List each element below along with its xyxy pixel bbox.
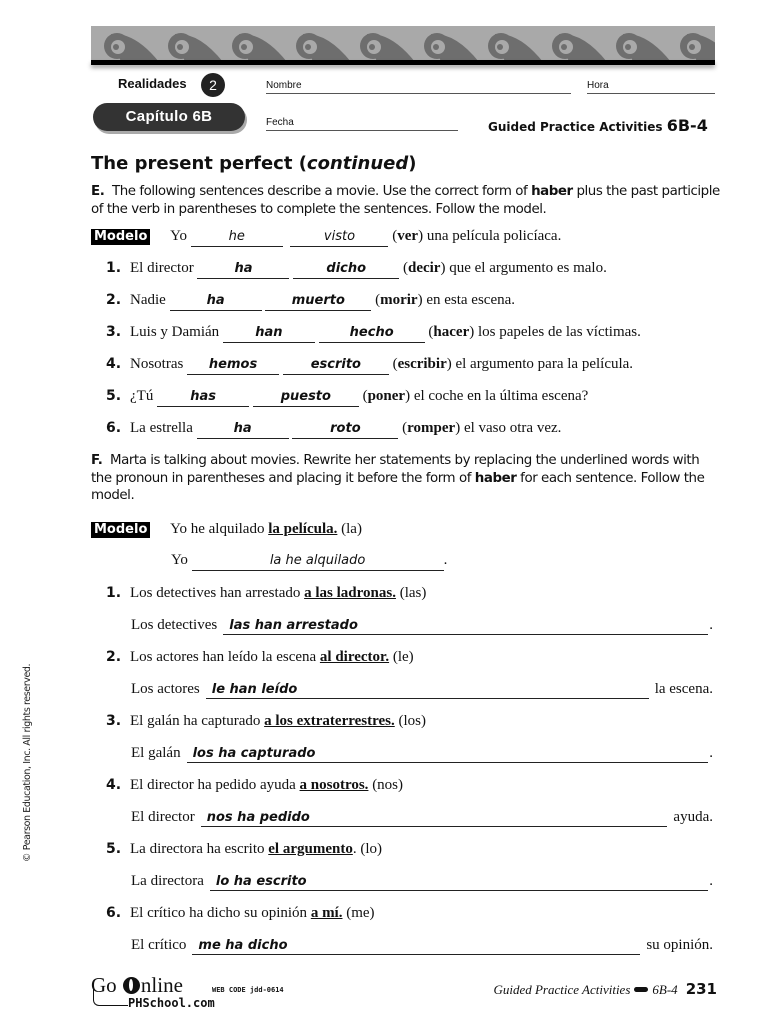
model-start: Yo xyxy=(170,228,187,244)
answer-1: ha xyxy=(206,293,225,308)
model-verb: ver xyxy=(397,228,419,244)
decorative-wave-banner xyxy=(91,26,715,62)
item-start: Luis y Damián xyxy=(130,324,220,340)
hour-field[interactable] xyxy=(587,93,715,94)
activity-code: 6B-4 xyxy=(666,116,708,135)
name-field[interactable] xyxy=(266,93,571,94)
wave-motif xyxy=(552,33,607,62)
answer-1: has xyxy=(190,389,216,404)
hour-label: Hora xyxy=(587,80,609,91)
section-f-letter: F. xyxy=(91,453,103,468)
answer-blank-2[interactable] xyxy=(293,261,399,279)
answer: lo ha escrito xyxy=(215,874,307,889)
answer-1: hemos xyxy=(208,357,258,372)
answer-2: escrito xyxy=(310,357,361,372)
item-sentence: Los detectives han arrestado xyxy=(130,585,301,601)
date-label: Fecha xyxy=(266,117,294,128)
item-pronoun: (le) xyxy=(392,649,414,665)
answer-blank-1[interactable] xyxy=(157,389,249,407)
title-italic: continued xyxy=(306,153,409,174)
banner-rule xyxy=(91,60,715,65)
section-f-model xyxy=(91,519,362,539)
answer-1: ha xyxy=(234,261,253,276)
item-verb: escribir xyxy=(397,356,447,372)
model-answer-blank[interactable] xyxy=(192,553,444,571)
page-title xyxy=(91,153,417,174)
item-number: 1. xyxy=(106,260,122,276)
exercise-f-item xyxy=(106,711,426,731)
item-verb: decir xyxy=(407,260,441,276)
item-verb: morir xyxy=(380,292,418,308)
chapter-badge: Capítulo 6B xyxy=(93,103,245,131)
phschool-link[interactable]: PHSchool.com xyxy=(128,996,215,1010)
answer: me ha dicho xyxy=(198,938,288,953)
answer: nos ha pedido xyxy=(206,810,310,825)
answer-blank-2[interactable] xyxy=(319,325,425,343)
footer-activity xyxy=(493,980,717,998)
item-pronoun: (nos) xyxy=(372,777,404,793)
answer-end: . xyxy=(709,617,713,633)
title-close: ) xyxy=(408,153,417,174)
answer: los ha capturado xyxy=(192,746,316,761)
wave-motif xyxy=(168,33,223,62)
answer-start: El crítico xyxy=(131,937,187,953)
exercise-f-item xyxy=(106,903,375,923)
section-e-instructions xyxy=(91,183,721,218)
item-start: Nadie xyxy=(130,292,166,308)
wave-motif xyxy=(360,33,415,62)
wave-motif xyxy=(296,33,351,62)
answer-2: puesto xyxy=(280,389,331,404)
item-underlined: a nosotros. xyxy=(299,777,369,793)
item-end: en esta escena. xyxy=(426,292,516,308)
item-number: 4. xyxy=(106,777,122,793)
item-underlined: a los extraterrestres. xyxy=(264,713,395,729)
web-code: WEB CODE jdd-0614 xyxy=(212,986,284,994)
answer-blank[interactable] xyxy=(192,938,640,955)
answer-blank[interactable] xyxy=(210,874,708,891)
item-pronoun: (las) xyxy=(399,585,427,601)
section-f-instructions xyxy=(91,452,721,505)
wave-motif xyxy=(616,33,671,62)
go-text: Go xyxy=(91,973,117,997)
model-sentence: Yo he alquilado xyxy=(170,521,265,537)
answer-end: la escena. xyxy=(654,681,713,697)
instr-text: The following sentences describe a movie. Use the correct form of xyxy=(111,184,532,199)
answer-blank-2[interactable] xyxy=(292,421,398,439)
answer-start: El director xyxy=(131,809,195,825)
item-sentence: El crítico ha dicho su opinión xyxy=(130,905,308,921)
exercise-f-answer-row xyxy=(131,743,713,763)
exercise-e-item: 3. Luis y Damián han hecho (hacer) los papeles de las víctimas. xyxy=(106,322,641,343)
exercise-e-item: 2. Nadie ha muerto (morir) en esta escena. xyxy=(106,290,515,311)
wave-pattern xyxy=(91,26,715,62)
series-label: Realidades xyxy=(118,76,187,91)
item-pronoun: (me) xyxy=(346,905,375,921)
answer-blank[interactable] xyxy=(187,746,709,763)
date-field[interactable] xyxy=(266,130,458,131)
model-blank-2[interactable] xyxy=(290,229,388,247)
section-e-letter: E. xyxy=(91,184,105,199)
item-sentence: El director ha pedido ayuda xyxy=(130,777,296,793)
exercise-e-item: 5. ¿Tú has puesto (poner) el coche en la última escena? xyxy=(106,386,588,407)
exercise-e-item: 6. La estrella ha roto (romper) el vaso otra vez. xyxy=(106,418,561,439)
section-e-model: Modelo Yo he visto (ver) una película policíaca. xyxy=(91,226,561,247)
item-start: ¿Tú xyxy=(130,388,154,404)
wave-motif xyxy=(680,33,715,62)
globe-icon xyxy=(123,977,140,994)
exercise-f-answer-row xyxy=(131,871,713,891)
item-end: el coche en la última escena? xyxy=(413,388,589,404)
item-end: el argumento para la película. xyxy=(455,356,634,372)
answer-blank[interactable] xyxy=(206,682,649,699)
exercise-f-item xyxy=(106,583,426,603)
answer-end: . xyxy=(709,873,713,889)
name-label: Nombre xyxy=(266,80,302,91)
item-number: 3. xyxy=(106,713,122,729)
exercise-f-answer-row xyxy=(131,935,713,955)
item-number: 1. xyxy=(106,585,122,601)
item-start: El director xyxy=(130,260,194,276)
answer-blank-1[interactable] xyxy=(197,261,289,279)
item-underlined: al director. xyxy=(319,649,390,665)
answer-blank-1[interactable] xyxy=(187,357,279,375)
wave-motif xyxy=(424,33,479,62)
model-blank-1[interactable] xyxy=(191,229,283,247)
exercise-f-item xyxy=(106,839,382,859)
model-underlined: la película. xyxy=(268,521,338,537)
item-verb: romper xyxy=(407,420,456,436)
answer-blank-2[interactable] xyxy=(265,293,371,311)
model-label: Modelo xyxy=(91,229,150,245)
model-end: una película policíaca. xyxy=(426,228,562,244)
instr-text: plus the past participle of the verb in parentheses to complete the sentences. Follow the model. xyxy=(91,184,720,217)
answer-blank-1[interactable] xyxy=(170,293,262,311)
exercise-f-item xyxy=(106,775,403,795)
item-number: 2. xyxy=(106,292,122,308)
exercise-f-answer-row xyxy=(131,615,713,635)
answer: le han leído xyxy=(211,682,298,697)
model-answer: la he alquilado xyxy=(269,553,366,568)
item-verb: poner xyxy=(367,388,406,404)
item-sentence: La directora ha escrito xyxy=(130,841,265,857)
answer-1: han xyxy=(255,325,283,340)
activity-title xyxy=(488,116,708,135)
go-online-logo[interactable] xyxy=(91,974,183,996)
model-answer-end: . xyxy=(443,552,448,568)
answer-start: La directora xyxy=(131,873,204,889)
answer-2: muerto xyxy=(291,293,345,308)
item-start: La estrella xyxy=(130,420,193,436)
model-label: Modelo xyxy=(91,522,150,538)
item-number: 6. xyxy=(106,420,122,436)
footer-code: 6B-4 xyxy=(652,982,678,997)
answer-start: El galán xyxy=(131,745,181,761)
item-underlined: a mí. xyxy=(310,905,343,921)
wave-motif xyxy=(104,33,159,62)
answer-blank[interactable] xyxy=(201,810,668,827)
level-badge: 2 xyxy=(201,73,225,97)
item-sentence: El galán ha capturado xyxy=(130,713,261,729)
answer-blank-1[interactable] xyxy=(197,421,289,439)
answer-2: dicho xyxy=(326,261,367,276)
item-underlined: a las ladronas. xyxy=(304,585,396,601)
answer-blank-2[interactable] xyxy=(283,357,389,375)
item-pronoun: (los) xyxy=(398,713,426,729)
item-number: 6. xyxy=(106,905,122,921)
model-pronoun: (la) xyxy=(341,521,362,537)
instr-text: for each sentence. Follow the model. xyxy=(91,470,705,503)
answer-blank-2[interactable] xyxy=(253,389,359,407)
item-number: 4. xyxy=(106,356,122,372)
item-end: los papeles de las víctimas. xyxy=(477,324,641,340)
answer-2: hecho xyxy=(349,325,394,340)
item-number: 5. xyxy=(106,841,122,857)
exercise-f-answer-row xyxy=(131,679,713,699)
item-underlined: el argumento xyxy=(268,841,353,857)
answer-end: ayuda. xyxy=(673,809,713,825)
title-text: The present perfect ( xyxy=(91,153,307,174)
item-start: Nosotras xyxy=(130,356,184,372)
instr-bold: haber xyxy=(531,184,573,199)
answer-blank[interactable] xyxy=(223,618,708,635)
wave-motif xyxy=(488,33,543,62)
answer-start: Los actores xyxy=(131,681,200,697)
model-answer-1: he xyxy=(228,229,245,244)
page-number: 231 xyxy=(685,980,717,998)
dash-icon xyxy=(634,987,648,992)
answer-1: ha xyxy=(233,421,252,436)
item-number: 5. xyxy=(106,388,122,404)
answer-end: su opinión. xyxy=(646,937,713,953)
answer-end: . xyxy=(709,745,713,761)
item-pronoun: . (lo) xyxy=(352,841,383,857)
item-number: 3. xyxy=(106,324,122,340)
item-end: que el argumento es malo. xyxy=(449,260,607,276)
exercise-e-item: 4. Nosotras hemos escrito (escribir) el argumento para la película. xyxy=(106,354,633,375)
answer: las han arrestado xyxy=(229,618,358,633)
exercise-f-item xyxy=(106,647,414,667)
item-sentence: Los actores han leído la escena xyxy=(130,649,317,665)
answer-2: roto xyxy=(330,421,361,436)
item-verb: hacer xyxy=(433,324,470,340)
model-answer-start: Yo xyxy=(171,552,188,568)
exercise-f-answer-row xyxy=(131,807,713,827)
instr-text: Marta is talking about movies. Rewrite her statements by replacing the underlined words with the pronoun in parentheses and placing it before the form of xyxy=(91,453,700,486)
item-number: 2. xyxy=(106,649,122,665)
exercise-e-item: 1. El director ha dicho (decir) que el argumento es malo. xyxy=(106,258,607,279)
nline-text: nline xyxy=(140,973,183,997)
copyright-notice: © Pearson Education, Inc. All rights reserved. xyxy=(22,663,33,862)
instr-bold: haber xyxy=(474,470,517,486)
activity-title-text: Guided Practice Activities xyxy=(488,120,663,134)
item-end: el vaso otra vez. xyxy=(463,420,562,436)
section-f-model-answer xyxy=(171,550,447,571)
answer-blank-1[interactable] xyxy=(223,325,315,343)
footer-activity-text: Guided Practice Activities xyxy=(493,982,631,997)
answer-start: Los detectives xyxy=(131,617,218,633)
wave-motif xyxy=(232,33,287,62)
model-answer-2: visto xyxy=(323,229,356,244)
